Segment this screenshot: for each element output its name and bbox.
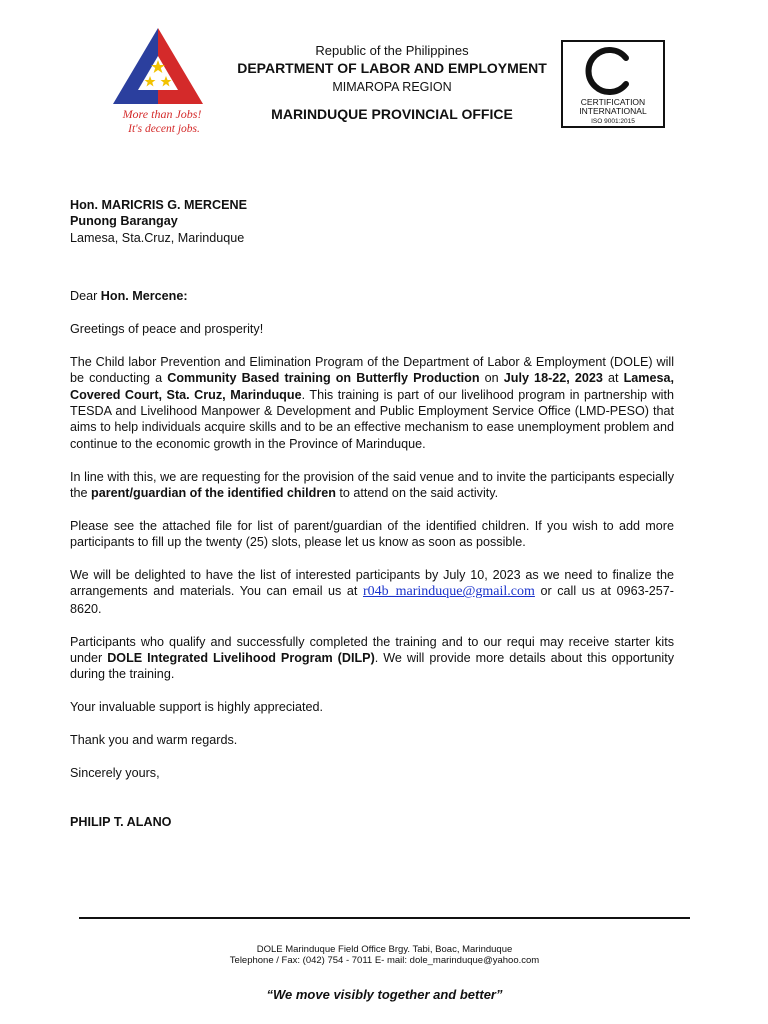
footer-contact bbox=[79, 944, 690, 966]
footer-address: DOLE Marinduque Field Office Brgy. Tabi, Boac, Marinduque bbox=[256, 944, 513, 955]
email-link[interactable]: r04b_marinduque@gmail.com bbox=[362, 584, 535, 600]
paragraph-4: We will be delighted to have the list of interested participants by July 10, 2023 as we need to finalize the arrangements and materials. You can email us at r04b_marinduque@gmail.com or call us at 0963-257-8620. bbox=[70, 568, 674, 616]
footer-divider bbox=[79, 917, 690, 919]
dole-triangle-icon bbox=[110, 26, 222, 142]
salutation-name: Hon. Mercene: bbox=[100, 289, 188, 304]
cert-iso: ISO 9001:2015 bbox=[591, 118, 635, 125]
recipient-address: Lamesa, Sta.Cruz, Marinduque bbox=[70, 230, 245, 245]
iso-certification-badge bbox=[561, 40, 665, 128]
recipient-block bbox=[70, 197, 674, 246]
office-name: MARINDUQUE PROVINCIAL OFFICE bbox=[271, 106, 513, 122]
closing: Sincerely yours, bbox=[70, 765, 160, 780]
paragraph-5: Participants who qualify and successfully completed the training and to our requi may receive starter kits under DOLE Integrated Livelihood Program (DILP). We will provide more details about this opportunity during the training. bbox=[70, 634, 674, 682]
cert-line-1: CERTIFICATION bbox=[580, 97, 646, 107]
paragraph-1: The Child labor Prevention and Elimination Program of the Department of Labor & Employment (DOLE) will be conducting a Community Based training on Butterfly Production on July 18-22, 2023 at Lamesa, Covered Court, Sta. Cruz, Marinduque. This training is part of our livelihood program in partnership with TESDA and Livelihood Manpower & Development and Public Employment Service Office (LMD-PESO) that aims to help individuals acquire skills and to be an effective mechanism to ease unemployment problem and continue to the economic growth in the Province of Marinduque. bbox=[70, 354, 674, 451]
paragraph-7: Thank you and warm regards. bbox=[70, 733, 238, 748]
letter-body bbox=[70, 197, 674, 831]
signatory-name: PHILIP T. ALANO bbox=[70, 815, 172, 830]
dole-logo bbox=[110, 26, 222, 142]
footer-phone-email: Telephone / Fax: (042) 754 - 7011 E- mail: dole_marinduque@yahoo.com bbox=[229, 955, 540, 966]
paragraph-3: Please see the attached file for list of parent/guardian of the identified children. If you wish to add more participants to fill up the twenty (25) slots, please let us know as soon as possible. bbox=[70, 518, 674, 550]
greeting: Greetings of peace and prosperity! bbox=[70, 322, 264, 337]
logo-tagline-1: More than Jobs! bbox=[122, 107, 202, 121]
department-name: DEPARTMENT OF LABOR AND EMPLOYMENT bbox=[237, 60, 547, 76]
footer-motto: “We move visibly together and better” bbox=[266, 987, 503, 1002]
region-name: MIMAROPA REGION bbox=[332, 80, 452, 94]
certification-logo-icon bbox=[563, 42, 663, 126]
salutation: Dear Hon. Mercene: bbox=[70, 289, 188, 304]
republic-line: Republic of the Philippines bbox=[315, 43, 469, 58]
cert-line-2: INTERNATIONAL bbox=[579, 106, 647, 116]
paragraph-2: In line with this, we are requesting for the provision of the said venue and to invite the participants especially the parent/guardian of the identified children to attend on the said activity. bbox=[70, 469, 674, 501]
letterhead-text bbox=[222, 44, 562, 123]
recipient-title: Punong Barangay bbox=[70, 214, 178, 229]
logo-tagline-2: It's decent jobs. bbox=[128, 123, 200, 135]
recipient-name: Hon. MARICRIS G. MERCENE bbox=[70, 198, 248, 212]
paragraph-6: Your invaluable support is highly appreciated. bbox=[70, 700, 323, 715]
